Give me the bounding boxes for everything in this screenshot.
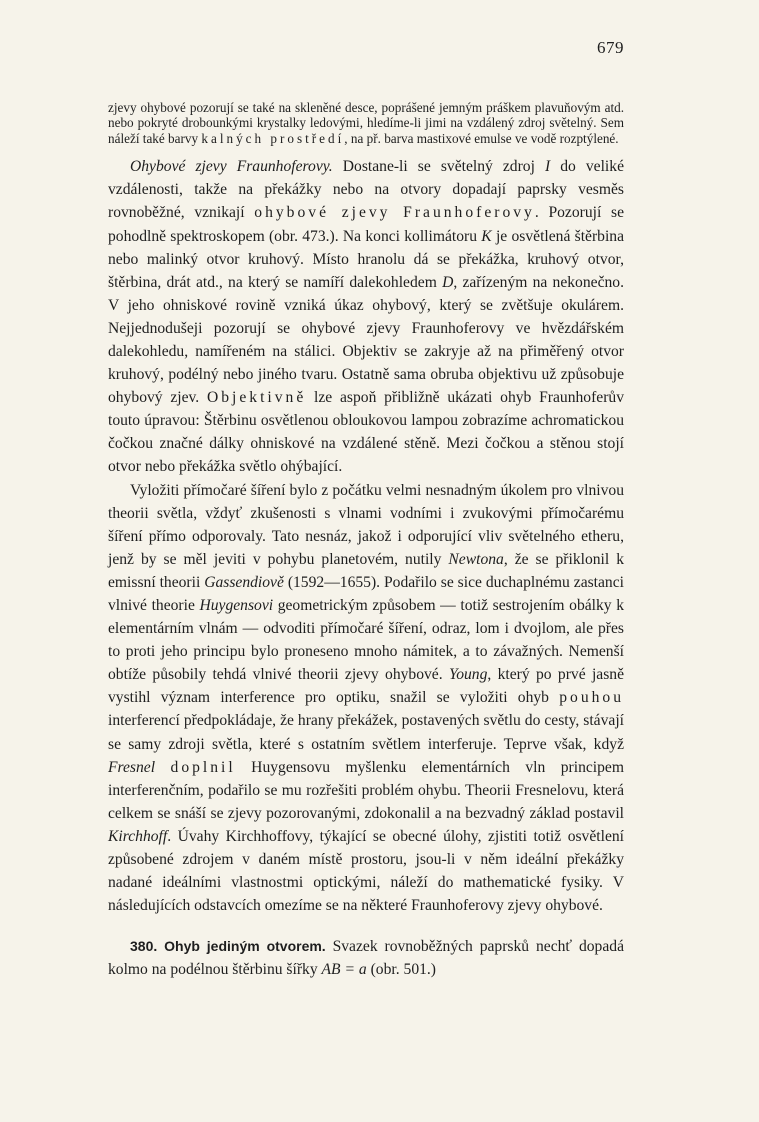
text-run: . Pozorují se pohodlně spektroskopem (obr. 473.). Na konci kollimátoru xyxy=(108,204,624,245)
person-name: Gassendiově xyxy=(204,573,284,591)
text-run: . Úvahy Kirchhoffovy, týkající se obecné úlohy, zjistiti totiž osvětlení způsobené zdrojem v daném místě prostoru, jsou-li v něm ideální překážky nadané ideálními vlastnostmi optickými, náleží do mathematické fysiky. V následujících odstavcích omezíme se na některé Fraunhoferovy zjevy ohybové. xyxy=(108,827,624,915)
document-page xyxy=(108,38,624,982)
person-name: Young xyxy=(448,666,488,684)
text-run: geometrickým způsobem — totiž sestrojením obálky k elementárním vlnám — odvoditi přímočaré šíření, odraz, lom i dvojlom, ale přes to proti jeho principu bylo proneseno mnoho námitek, a to závažných. Nemenší obtíže působily tehdá vlnivé theorii zjevy ohybové. xyxy=(108,597,624,684)
text-run: , který po prvé jasně vystihl význam interference pro optiku, snažil se vyložiti ohyb xyxy=(108,666,624,707)
page-number: 679 xyxy=(597,38,624,57)
spaced-term: pouhou xyxy=(559,689,624,707)
paragraph-history xyxy=(108,479,624,918)
text-run: , na př. barva mastixové emulse ve vodě rozptýlené. xyxy=(344,130,619,146)
text-run: Huygensovu myšlenku elementárních vln principem interferenčním, podařilo se mu rozřešiti problém ohybu. Theorii Fresnelovu, která celkem se snáší se zjevy pozorovanými, zdokonalil a na bezvadný základ postavil xyxy=(108,758,624,822)
spaced-term: ohybové zjevy Fraunhoferovy xyxy=(254,204,535,222)
text-run: Dostane-li se světelný zdroj xyxy=(332,158,545,176)
spaced-term: kalných prostředí xyxy=(201,130,345,146)
text-run: , zařízeným na nekonečno. V jeho ohniskové rovině vzniká úkaz ohybový, který se zvětšuje okulárem. Nejjednodušeji pozorují se ohybové zjevy Fraunhoferovy ve hvězdářském dalekohledu, namířeném na stálici. Objektiv se zakryje až na přiměřený otvor kruhový, podélný nebo jiného tvaru. Ostatně sama obruba objektivu už způsobuje ohybový zjev. xyxy=(108,273,624,407)
person-name: Newtona xyxy=(448,550,504,568)
small-print-paragraph xyxy=(108,100,624,146)
text-run: do veliké vzdálenosti, takže na překážky nebo na otvory dopadají paprsky vesměs rovnoběžné, vznikají xyxy=(108,158,624,222)
text-run: Vyložiti přímočaré šíření bylo z počátku velmi nesnadným úkolem pro vlnivou theorii světla, vždyť zkušenosti s vlnami vodními i zvukovými přímočarému šíření přímo odporovaly. Tato nesnáz, jakož i odporující vliv světelného etheru, jenž by se měl jeviti v pohybu planetovém, nutily xyxy=(108,481,624,568)
symbol: D xyxy=(442,273,454,291)
text-run: (obr. 501.) xyxy=(366,961,436,979)
paragraph-fraunhofer xyxy=(108,155,624,478)
small-print-section xyxy=(108,100,624,146)
section-number: 380. xyxy=(130,938,158,955)
symbol: I xyxy=(544,158,551,176)
symbol: K xyxy=(481,227,492,245)
spaced-term: Objektivně xyxy=(206,389,307,407)
section-title: Ohybové zjevy Fraunhoferovy. xyxy=(130,158,333,176)
text-run: je osvětlená štěrbina nebo malinký otvor kruhový. Místo hranolu dá se překážka, kruhový otvor, štěrbina, drát atd., na který se namíří dalekohledem xyxy=(108,227,624,291)
paragraph-380 xyxy=(108,935,624,981)
text-run: zjevy ohybové pozorují se také na skleněné desce, poprášené jemným práškem plavuňovým atd. nebo pokryté drobounkými krystalky ledovými, hledíme-li jimi na vzdálený zdroj světelný. Sem náleží také barvy xyxy=(108,100,624,146)
person-name: Kirchhoff xyxy=(108,827,168,845)
person-name: Fresnel xyxy=(108,758,156,776)
main-text xyxy=(108,155,624,981)
spaced-term: doplnil xyxy=(170,758,236,776)
formula: AB = a xyxy=(321,961,367,979)
text-run: Svazek rovnoběžných paprsků nechť dopadá kolmo na podélnou štěrbinu šířky xyxy=(108,938,624,979)
text-run: interferencí předpokládaje, že hrany překážek, postavených světlu do cesty, stávají se samy zdroji světla, které s ostatním světlem interferuje. Teprve však, když xyxy=(108,712,624,753)
text-run: (1592—1655). Podařilo se sice duchaplnému zastanci vlnivé theorie xyxy=(108,573,624,614)
section-heading: Ohyb jediným otvorem. xyxy=(164,938,326,955)
text-run xyxy=(155,759,170,776)
person-name: Huygensovi xyxy=(199,597,274,614)
text-run: lze aspoň přibližně ukázati ohyb Fraunhoferův touto úpravou: Štěrbinu osvětlenou obloukovou lampou zobrazíme achromatickou čočkou značné dálky ohniskové na vzdálené stěně. Mezi čočkou a stěnou stojí otvor nebo překážka světlo ohýbající. xyxy=(108,389,624,476)
text-run: , že se přiklonil k emissní theorii xyxy=(108,550,624,591)
